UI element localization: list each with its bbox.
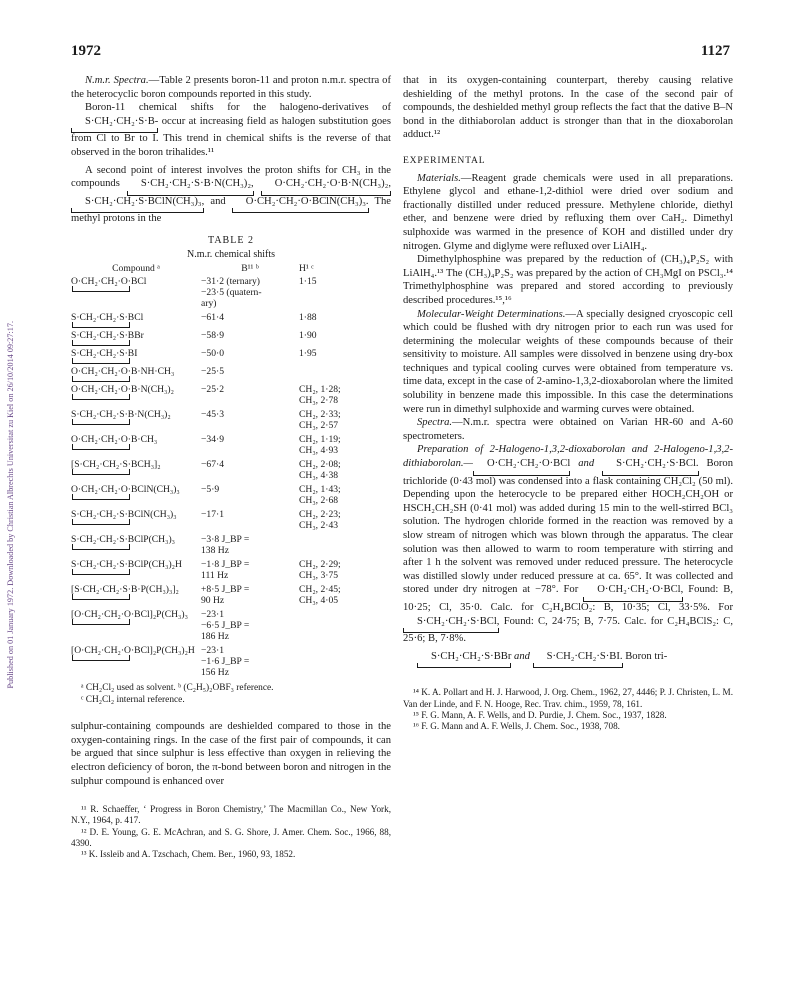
compound-cell: O·CH₂·CH₂·O·BClN(CH₃)₃ (71, 484, 201, 509)
ring-formula: S·CH₂·CH₂·S·BCl, (403, 615, 499, 633)
table-row (71, 366, 391, 384)
proton-shift-paragraph: A second point of interest involves the proton shifts for CH₃ in the compounds S·CH₂·CH₂·S·B·N(CH₃)₂, O·CH₂·CH₂·O·B·N(CH₃)₂, S·CH₂·CH₂·S·BClN(CH₃)₃, and O·CH₂·CH₂·O·BClN(CH₃)₃. The methyl protons in the (71, 164, 391, 225)
download-watermark (2, 120, 18, 890)
footnote: ¹⁶ F. G. Mann and A. F. Wells, J. Chem. Soc., 1938, 708. (413, 720, 620, 731)
materials-paragraph: Materials.—Reagent grade chemicals were used in all preparations. Ethylene glycol and ethane-1,2-dithiol were dried over sodium and fractionally distilled under reduced pressure. Methylene chloride, diethyl ether, and benzene were dried by refluxing them over CaH₂. Dimethyl sulphoxide was warmed in the presence of KOH and distilled under dry nitrogen. Glyme and diglyme were refluxed over LiAlH₄. (403, 172, 733, 252)
b11-shift-cell: −45·3 (201, 409, 224, 421)
compound-cell: S·CH₂·CH₂·S·BCl (71, 312, 201, 330)
preparation-paragraph: Preparation of 2-Halogeno-1,3,2-dioxaborolan and 2-Halogeno-1,3,2-dithiaborolan.— O·CH₂·CH₂·O·BCl and S·CH₂·CH₂·S·BCl. Boron trichloride (0·43 mol) was condensed into a flask containing CH₂Cl₂ (50 ml). Depending upon the heterocycle to be prepared either HOCH₂CH₂OH or HSCH₂CH₂SH (0·41 mol) was added during 15 min to the well-stirred BCl₃ solution. The hydrogen chloride formed in the reaction was removed by a slow stream of nitrogen which was blown through the apparatus. The clear solution was then allowed to warm to room temperature with stirring and after 1 h the solvent was removed under reduced pressure. The heterocycle was distilled slowly under reduced pressure at ca. 65°. It was collected and stored under dry nitrogen at −78°. For O·CH₂·CH₂·O·BCl, Found: B, 10·25; Cl, 35·0. Calc. for C₂H₄BClO₂: B, 10·35; Cl, 33·5%. For S·CH₂·CH₂·S·BCl, Found: C, 24·75; B, 7·75. Calc. for C₂H₄BClS₂: C, 25·6; B, 7·8%. (403, 444, 734, 645)
h1-shift-cell: CH₂, 1·28; CH₃, 2·78 (299, 384, 341, 407)
footnote: ¹³ K. Issleib and A. Tzschach, Chem. Ber., 1960, 93, 1852. (81, 848, 296, 859)
table-row (71, 645, 391, 681)
h1-shift-cell (299, 366, 391, 384)
h1-shift-cell: CH₂, 2·08; CH₃, 4·38 (299, 459, 341, 482)
watermark-text: Published on 01 January 1972. Downloaded by Christian Albrechts Universitat zu Kiel on 26/10/2014 09:27:17. (5, 321, 15, 689)
table-row (71, 534, 391, 559)
compound-cell: [S·CH₂·CH₂·S·BCH₃]₂ (71, 459, 201, 484)
h1-shift-cell: CH₂, 2·45; CH₃, 4·05 (299, 584, 341, 607)
b11-shift-cell: −67·4 (201, 459, 224, 471)
h1-shift-cell: CH₂, 2·29; CH₃, 3·75 (299, 559, 341, 582)
b11-shift-cell: −17·1 (201, 509, 224, 521)
col-h1: H¹ ᶜ (299, 263, 314, 275)
ring-formula: S·CH₂·CH₂·S·BI. (533, 650, 623, 668)
bromo-iodo-paragraph: S·CH₂·CH₂·S·BBr and S·CH₂·CH₂·S·BI. Boron tri- (403, 650, 733, 668)
col-b11: B¹¹ ᵇ (241, 263, 259, 275)
ring-formula: O·CH₂·CH₂·O·B·N(CH₃)₂, (261, 177, 391, 195)
compound-cell: S·CH₂·CH₂·S·BClP(CH₃)₂H (71, 559, 201, 584)
table-row (71, 434, 391, 459)
nmr-run-in-title: N.m.r. Spectra. (85, 75, 149, 86)
sulphur-paragraph: sulphur-containing compounds are deshielded compared to those in the oxygen-containing rings. In the case of the first pair of compounds, it can be argued that since sulphur is less effective than oxygen in relieving the electron deficiency of boron, the π-bond between boron and nitrogen in the sulphur compound is enhanced over (71, 721, 391, 787)
b11-shift-cell: +8·5 J_BP = 90 Hz (201, 584, 250, 607)
h1-shift-cell (299, 645, 391, 681)
page-number: 1127 (700, 43, 730, 59)
footnote: ¹² D. E. Young, G. E. McAchran, and S. G. Shore, J. Amer. Chem. Soc., 1966, 88, 4390. (71, 826, 391, 848)
ring-formula: S·CH₂·CH₂·S·BBr (417, 650, 511, 668)
h1-shift-cell: CH₂, 2·23; CH₃, 2·43 (299, 509, 341, 532)
compound-cell: O·CH₂·CH₂·O·B·NH·CH₃ (71, 366, 201, 384)
ring-formula: O·CH₂·CH₂·O·BClN(CH₃)₃. (232, 195, 369, 213)
ring-formula: S·CH₂·CH₂·S·B·N(CH₃)₂, (127, 177, 254, 195)
b11-shift-cell: −1·8 J_BP = 111 Hz (201, 559, 250, 582)
spectra-paragraph: Spectra.—N.m.r. spectra were obtained on Varian HR-60 and A-60 spectrometers. (403, 417, 733, 442)
compound-cell: O·CH₂·CH₂·O·B·N(CH₃)₂ (71, 384, 201, 409)
table-row (71, 312, 391, 330)
phosphine-paragraph: Dimethylphosphine was prepared by the reduction of (CH₃)₄P₂S₂ with LiAlH₄.¹³ The (CH₃)₄P₂S₂ was prepared by the action of CH₃MgI on PSCl₃.¹⁴ Trimethylphosphine was prepared and stored according to previously described procedures.¹⁵,¹⁶ (403, 254, 733, 306)
b11-shift-cell: −25·5 (201, 366, 224, 378)
compound-cell: O·CH₂·CH₂·O·B·CH₃ (71, 434, 201, 459)
compound-cell: [O·CH₂·CH₂·O·BCl]₂P(CH₃)₂H (71, 645, 201, 681)
continuation-paragraph: that in its oxygen-containing counterpart, thereby causing relative deshielding of the methyl protons. In the case of the second pair of compounds, the deshielded methyl group reflects the fact that the dative B–N bond in the dithiaborolan adduct is stronger than that in the dioxaborolan adduct.¹² (403, 75, 733, 141)
b11-shift-cell: −3·8 J_BP = 138 Hz (201, 534, 250, 557)
left-footnotes (71, 804, 391, 860)
materials-run-in-title: Materials. (417, 172, 461, 184)
right-column (403, 74, 733, 732)
b11-shift-cell: −34·9 (201, 434, 224, 446)
ring-formula: O·CH₂·CH₂·O·BCl, (583, 583, 683, 601)
compound-cell: S·CH₂·CH₂·S·BBr (71, 330, 201, 348)
footnote: ¹¹ R. Schaeffer, ‘ Progress in Boron Chemistry,’ The Macmillan Co., New York, N.Y., 1964, p. 417. (71, 804, 391, 826)
table-row (71, 409, 391, 434)
ring-formula: S·CH₂·CH₂·S·BClN(CH₃)₃, (71, 195, 204, 213)
table-row (71, 330, 391, 348)
table-row (71, 509, 391, 534)
mw-run-in-title: Molecular-Weight Determinations. (417, 308, 566, 320)
table-row (71, 459, 391, 484)
nmr-table (71, 263, 391, 681)
h1-shift-cell: 1·95 (299, 348, 317, 360)
section-heading: EXPERIMENTAL (403, 154, 486, 166)
compound-cell: S·CH₂·CH₂·S·BI (71, 348, 201, 366)
h1-shift-cell: CH₂, 2·33; CH₃, 2·57 (299, 409, 341, 432)
h1-shift-cell (299, 534, 391, 559)
spectra-run-in-title: Spectra. (417, 417, 453, 429)
nmr-paragraph: N.m.r. Spectra.—Table 2 presents boron-11 and proton n.m.r. spectra of the heterocyclic boron compounds reported in this study. (71, 75, 391, 100)
ring-formula: O·CH₂·CH₂·O·BCl (473, 457, 570, 475)
h1-shift-cell (299, 609, 391, 645)
b11-shift-cell: −5·9 (201, 484, 220, 496)
compound-cell: O·CH₂·CH₂·O·BCl (71, 276, 201, 312)
h1-shift-cell: CH₂, 1·19; CH₃, 4·93 (299, 434, 341, 457)
table-row (71, 584, 391, 609)
b11-shift-cell: −61·4 (201, 312, 224, 324)
h1-shift-cell: 1·88 (299, 312, 317, 324)
table-row (71, 609, 391, 645)
compound-cell: S·CH₂·CH₂·S·BClN(CH₃)₃ (71, 509, 201, 534)
ring-formula: S·CH₂·CH₂·S·BCl. (602, 457, 698, 475)
table-row (71, 348, 391, 366)
compound-cell: S·CH₂·CH₂·S·BClP(CH₃)₃ (71, 534, 201, 559)
table-subtitle: N.m.r. chemical shifts (186, 248, 276, 260)
h1-shift-cell: CH₂, 1·43; CH₃, 2·68 (299, 484, 341, 507)
molecular-weight-paragraph: Molecular-Weight Determinations.—A specially designed cryoscopic cell which could be flushed with dry nitrogen prior to each run was used for determining the molecular weights of these compounds because of their sensitivity to moisture. All samples were dissolved in benzene using dry-box techniques and typical cooling curves were obtained from temperature vs. time data, except in the case of 2-amino-1,3,2-dioxaborolan where the limited solubility in benzene made this impossible. In this case the determinations were run in dimethyl sulphoxide and warming curves were obtained. (403, 308, 733, 415)
halogeno-paragraph: Boron-11 chemical shifts for the halogeno-derivatives of S·CH₂·CH₂·S·B- occur at increasing field as halogen substitution goes from Cl to Br to I. This trend in chemical shifts is the reverse of that observed in the boron trihalides.¹¹ (71, 102, 391, 158)
col-compound: Compound ᵃ (112, 263, 160, 275)
h1-shift-cell: 1·15 (299, 276, 317, 288)
table-row (71, 559, 391, 584)
b11-shift-cell: −23·1 −1·6 J_BP = 156 Hz (201, 645, 250, 679)
b11-shift-cell: −58·9 (201, 330, 224, 342)
compound-cell: [O·CH₂·CH₂·O·BCl]₂P(CH₃)₃ (71, 609, 201, 645)
h1-shift-cell: 1·90 (299, 330, 317, 342)
left-column (71, 74, 391, 860)
table-body (71, 276, 391, 681)
table-title: TABLE 2 (208, 234, 254, 246)
b11-shift-cell: −23·1 −6·5 J_BP = 186 Hz (201, 609, 250, 643)
table-row (71, 276, 391, 312)
b11-shift-cell: −31·2 (ternary) −23·5 (quatern- ary) (201, 276, 262, 310)
compound-cell: [S·CH₂·CH₂·S·B·P(CH₃)₃]₂ (71, 584, 201, 609)
table-footnotes: ᵃ CH₂Cl₂ used as solvent. ᵇ (C₂H₅)₂OBF₃ reference. ᶜ CH₂Cl₂ internal reference. (81, 683, 274, 705)
footnote: ¹⁴ K. A. Pollart and H. J. Harwood, J. Org. Chem., 1962, 27, 4446; P. J. Christen, L. M. Van der Linde, and F. N. Hooge, Rec. Trav. chim., 1959, 78, 161. (403, 687, 733, 709)
preparation-run-in-title: Preparation of 2-Halogeno-1,3,2-dioxaborolan and 2-Halogeno-1,3,2-dithiaborolan.— (403, 444, 733, 470)
ring-formula: S·CH₂·CH₂·S·B- (71, 115, 158, 133)
right-footnotes (403, 687, 733, 732)
table-row (71, 384, 391, 409)
b11-shift-cell: −50·0 (201, 348, 224, 360)
table-row (71, 484, 391, 509)
b11-shift-cell: −25·2 (201, 384, 224, 396)
page-year: 1972 (71, 43, 101, 59)
table-header-row (71, 263, 391, 276)
footnote: ¹⁵ F. G. Mann, A. F. Wells, and D. Purdie, J. Chem. Soc., 1937, 1828. (413, 709, 667, 720)
compound-cell: S·CH₂·CH₂·S·B·N(CH₃)₂ (71, 409, 201, 434)
